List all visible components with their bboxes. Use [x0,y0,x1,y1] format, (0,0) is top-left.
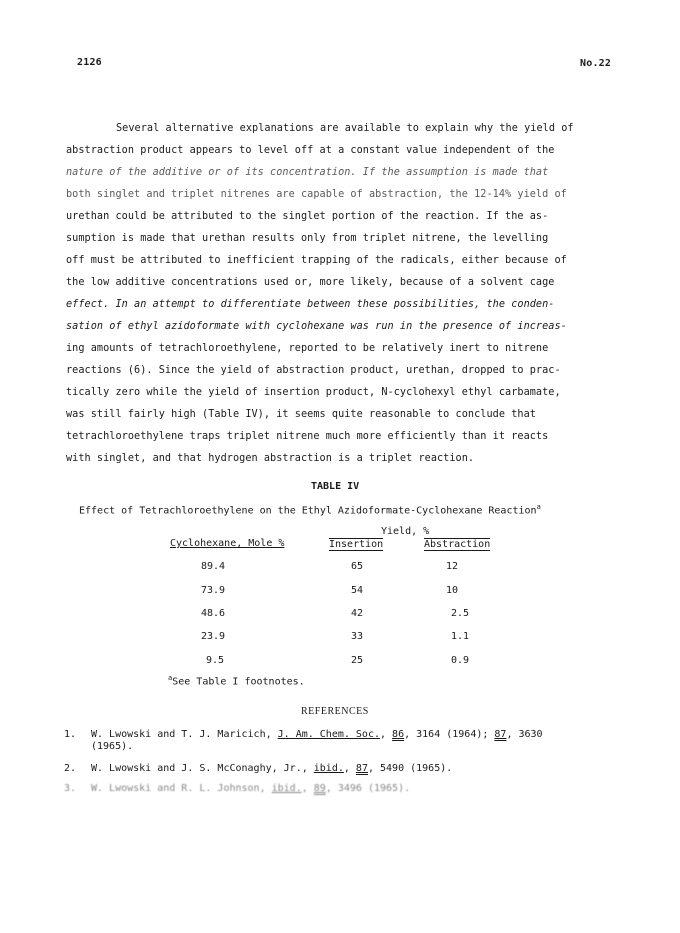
reference-number: 3. [64,783,77,794]
paragraph-line: sation of ethyl azidoformate with cyclohexane was run in the presence of increas- [66,321,567,332]
paragraph-line: off must be attributed to inefficient trapping of the radicals, either because of [66,255,567,266]
table-cell: 25 [351,655,364,666]
column-header-cyclohexane: Cyclohexane, Mole % [170,538,285,549]
paragraph-line: ing amounts of tetrachloroethylene, reported to be relatively inert to nitrene [66,343,549,354]
reference-item [64,783,410,795]
reference-pages: , 3630 [506,729,543,740]
reference-authors: W. Lwowski and R. L. Johnson, [91,783,272,794]
table-footnote [168,674,305,687]
reference-journal: J. Am. Chem. Soc. [277,729,380,740]
paragraph-line: reactions (6). Since the yield of abstraction product, urethan, dropped to prac- [66,365,561,376]
table-cell: 33 [351,631,364,642]
table-cell: 10 [446,585,459,596]
reference-volume: 89 [313,783,326,794]
reference-number: 1. [64,729,77,740]
yield-header: Yield, % [381,526,430,537]
column-header-abstraction: Abstraction [424,539,491,550]
reference-pages: , 3496 (1965). [325,783,411,794]
reference-authors: W. Lwowski and J. S. McConaghy, Jr., [91,763,314,774]
table-caption-text: Effect of Tetrachloroethylene on the Ethyl Azidoformate-Cyclohexane Reaction [79,505,537,517]
reference-number: 2. [64,763,77,774]
paragraph-line: sumption is made that urethan results only from triplet nitrene, the levelling [66,233,549,244]
reference-separator: , [301,783,314,794]
table-cell: 23.9 [201,631,226,642]
table-footnote-text: See Table I footnotes. [172,676,305,688]
reference-separator: , [343,763,356,774]
paragraph-line: nature of the additive or of its concentration. If the assumption is made that [66,167,549,178]
reference-volume: 86 [392,729,405,740]
table-cell: 2.5 [451,608,470,619]
paragraph-line: Several alternative explanations are available to explain why the yield of [116,123,574,134]
paragraph-line: the low additive concentrations used or, more likely, because of a solvent cage [66,277,555,288]
reference-continuation: (1965). [91,741,134,752]
paragraph-line: was still fairly high (Table IV), it seems quite reasonable to conclude that [66,409,536,420]
table-cell: 0.9 [451,655,470,666]
paragraph-line: abstraction product appears to level off at a constant value independent of the [66,145,555,156]
table-cell: 9.5 [206,655,225,666]
table-cell: 48.6 [201,608,226,619]
paragraph-line: tically zero while the yield of insertion product, N-cyclohexyl ethyl carbamate, [66,387,561,398]
reference-journal: ibid. [271,783,302,794]
table-cell: 73.9 [201,585,226,596]
reference-volume: 87 [494,729,507,740]
reference-journal: ibid. [313,763,344,774]
table-cell: 54 [351,585,364,596]
journal-issue: No.22 [580,58,612,69]
table-caption [79,503,541,516]
reference-pages: , 3164 (1964); [404,729,495,740]
paragraph-line: both singlet and triplet nitrenes are capable of abstraction, the 12-14% yield of [66,189,567,200]
table-caption-footnote-mark: a [536,503,541,511]
table-cell: 65 [351,561,364,572]
reference-authors: W. Lwowski and T. J. Maricich, [91,729,278,740]
paragraph-line: urethan could be attributed to the singlet portion of the reaction. If the as- [66,211,549,222]
table-footnote-mark: a [168,674,173,682]
table-cell: 89.4 [201,561,226,572]
table-cell: 12 [446,561,459,572]
page-number: 2126 [77,57,102,68]
table-cell: 42 [351,608,364,619]
paragraph-line: effect. In an attempt to differentiate between these possibilities, the conden- [66,299,555,310]
table-label: TABLE IV [311,481,360,492]
paragraph-line: tetrachloroethylene traps triplet nitrene much more efficiently than it reacts [66,431,549,442]
reference-item [64,763,452,775]
reference-volume: 87 [355,763,368,774]
references-title: REFERENCES [301,706,369,717]
reference-pages: , 5490 (1965). [367,763,453,774]
reference-item [64,729,543,741]
column-header-insertion: Insertion [329,539,384,550]
table-cell: 1.1 [451,631,470,642]
paragraph-line: with singlet, and that hydrogen abstraction is a triplet reaction. [66,453,475,464]
reference-separator: , [380,729,393,740]
